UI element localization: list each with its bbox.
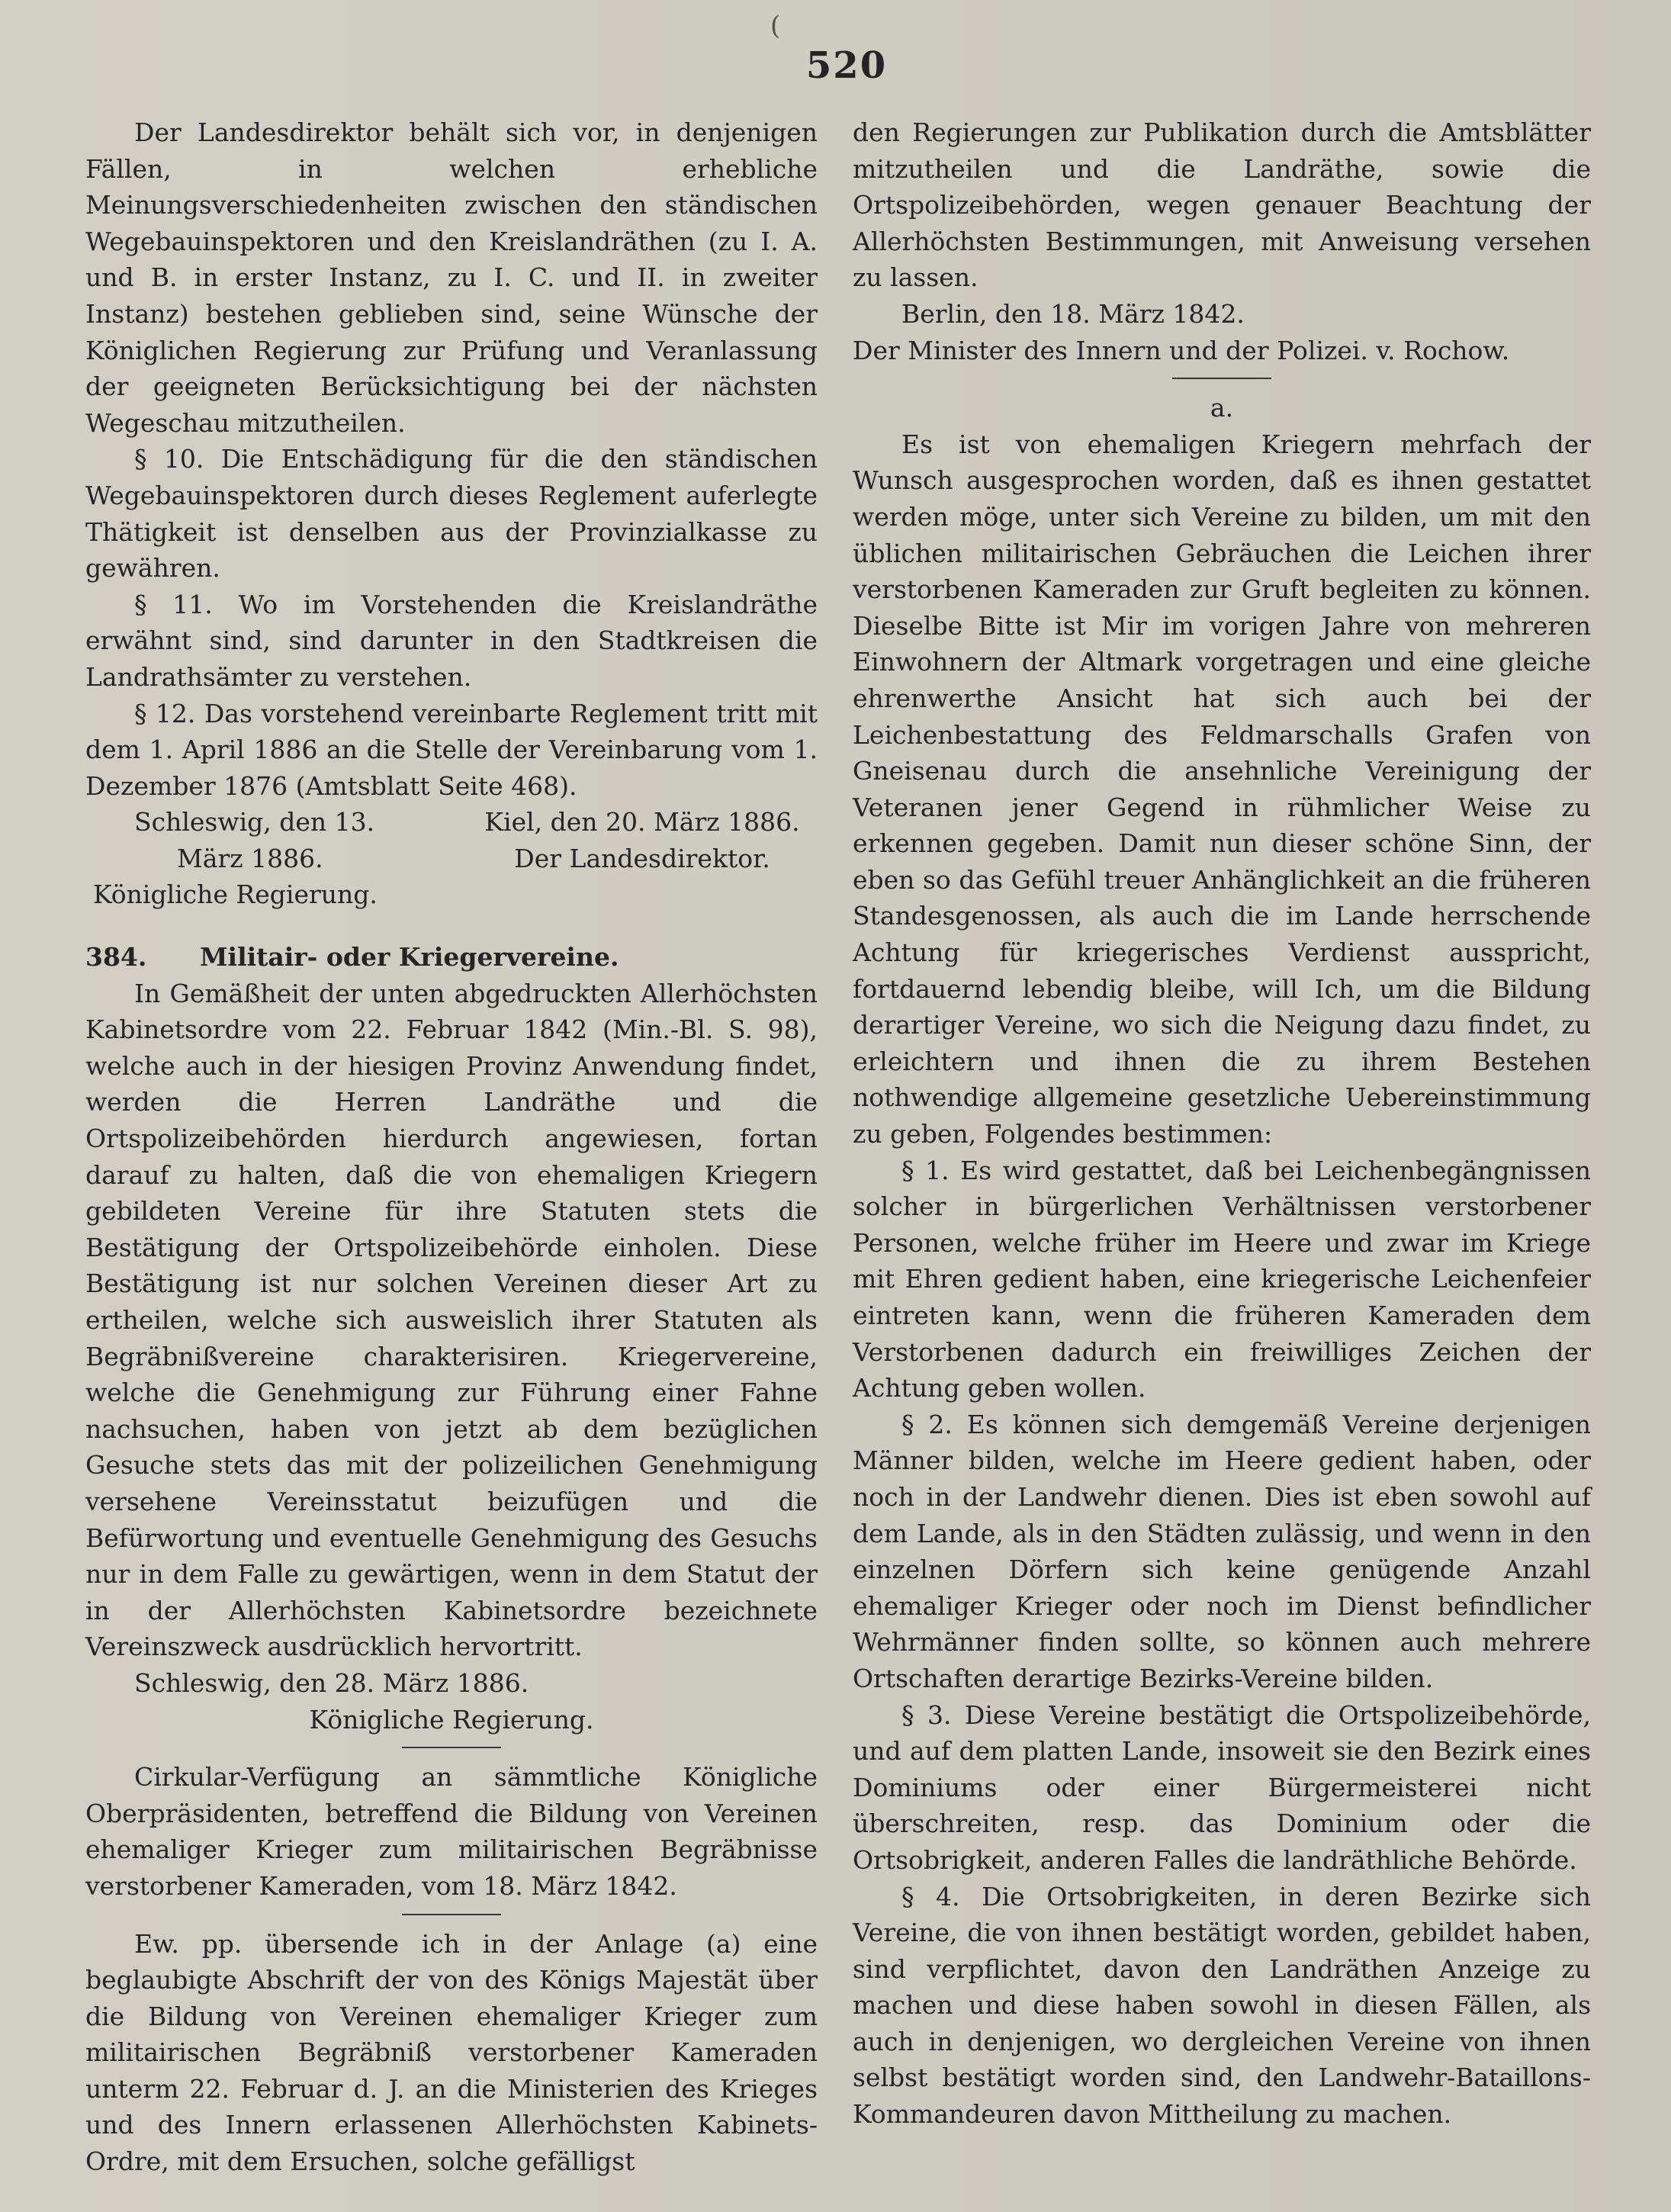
divider: [402, 1747, 501, 1748]
paragraph-section-1: § 1. Es wird gestattet, daß bei Leichenbegängnissen solcher in bürgerlichen Verhältnissen verstorbener Personen, welche früher im Heere und zwar im Kriege mit Ehren gedient haben, eine kriegerische Leichenfeier eintreten kann, wenn die früheren Kameraden dem Verstorbenen dadurch ein freiwilliges Zeichen der Achtung geben wollen.: [853, 1155, 1591, 1403]
signature-block-1: [85, 804, 818, 913]
page-number: 520: [805, 44, 888, 87]
signature-minister: Der Minister des Innern und der Polizei. v. Rochow.: [853, 335, 1510, 365]
signature-place-date-right: Kiel, den 20. März 1886.: [484, 807, 800, 838]
signature-authority-right: Der Landesdirektor.: [514, 843, 770, 873]
paragraph-circular-body: Ew. pp. übersende ich in der Anlage (a) eine beglaubigte Abschrift der von des Königs Majestät über die Bildung von Vereinen ehemaliger Krieger zum militairischen Begräbniß verstorbener Kameraden unterm 22. Februar d. J. an die Ministerien des Krieges und des Innern erlassenen Allerhöchsten Kabinets-Ordre, mit dem Ersuchen, solche gefälligst: [85, 1928, 818, 2177]
section-heading: [85, 939, 818, 976]
signature-berlin-date: Berlin, den 18. März 1842.: [901, 298, 1245, 329]
paragraph-section-4: § 4. Die Ortsobrigkeiten, in deren Bezirke sich Vereine, die von ihnen bestätigt worden, gebildet haben, sind verpflichtet, davon den Landräthen Anzeige zu machen und diese haben sowohl in diesen Fällen, als auch in denjenigen, wo dergleichen Vereine von ihnen selbst bestätigt worden sind, den Landwehr-Bataillons-Kommandeuren davon Mittheilung zu machen.: [853, 1881, 1591, 2130]
item-title: Militair- oder Kriegervereine.: [200, 942, 619, 973]
paragraph-item-384: In Gemäßheit der unten abgedruckten Allerhöchsten Kabinetsordre vom 22. Februar 1842 (Min.-Bl. S. 98), welche auch in der hiesigen Provinz Anwendung findet, werden die Herren Landräthe und die Ortspolizeibehörden hierdurch angewiesen, fortan darauf zu halten, daß die von ehemaligen Kriegern gebildeten Vereine für ihre Statuten stets die Bestätigung der Ortspolizeibehörde einholen. Diese Bestätigung ist nur solchen Vereinen dieser Art zu ertheilen, welche sich ausweislich ihrer Statuten als Begräbnißvereine charakterisiren. Kriegervereine, welche die Genehmigung zur Führung einer Fahne nachsuchen, haben von jetzt ab dem bezüglichen Gesuche stets das mit der polizeilichen Genehmigung versehene Vereinsstatut beizufügen und die Befürwortung und eventuelle Genehmigung des Gesuchs nur in dem Falle zu gewärtigen, wenn in dem Statut der in der Allerhöchsten Kabinetsordre bezeichnete Vereinszweck ausdrücklich hervortritt.: [85, 978, 818, 1662]
item-number: 384.: [85, 942, 147, 973]
margin-mark: (: [770, 11, 781, 41]
left-column: [85, 114, 818, 2180]
paragraph-section-12: § 12. Das vorstehend vereinbarte Reglement tritt mit dem 1. April 1886 an die Stelle der Vereinbarung vom 1. Dezember 1876 (Amtsblatt Seite 468).: [85, 698, 818, 801]
signature-place-date: Schleswig, den 28. März 1886.: [134, 1667, 529, 1698]
divider: [402, 1914, 501, 1915]
paragraph-section-2: § 2. Es können sich demgemäß Vereine derjenigen Männer bilden, welche im Heere gedient haben, oder noch in der Landwehr dienen. Dies ist eben sowohl auf dem Lande, als in den Städten zulässig, und wenn in den einzelnen Dörfern sich keine genügende Anzahl ehemaliger Krieger oder noch im Dienst befindlicher Wehrmänner finden sollte, so können auch mehrere Ortschaften derartige Bezirks-Vereine bilden.: [853, 1409, 1591, 1693]
divider: [1172, 378, 1271, 379]
annex-label: a.: [1210, 393, 1234, 423]
paragraph-continuation: den Regierungen zur Publikation durch die Amtsblätter mitzutheilen und die Landräthe, sowie die Ortspolizeibehörden, wegen genauer Beachtung der Allerhöchsten Bestimmungen, mit Anweisung versehen zu lassen.: [853, 117, 1591, 293]
paragraph-section-11: § 11. Wo im Vorstehenden die Kreislandräthe erwähnt sind, sind darunter in den Stadtkreisen die Landrathsämter zu verstehen.: [85, 589, 818, 692]
signature-month-left: März 1886.: [177, 843, 323, 873]
signature-place-date-left: Schleswig, den 13.: [134, 807, 375, 838]
circular-title: Cirkular-Verfügung an sämmtliche Königliche Oberpräsidenten, betreffend die Bildung von Vereinen ehemaliger Krieger zum militairischen Begräbnisse verstorbener Kameraden, vom 18. März 1842.: [85, 1762, 818, 1901]
paragraph-annex-a: Es ist von ehemaligen Kriegern mehrfach der Wunsch ausgesprochen worden, daß es ihnen gestattet werden möge, unter sich Vereine zu bilden, um mit den üblichen militairischen Gebräuchen die Leichen ihrer verstorbenen Kameraden zur Gruft begleiten zu können. Dieselbe Bitte ist Mir im vorigen Jahre von mehreren Einwohnern der Altmark vorgetragen und eine gleiche ehrenwerthe Ansicht hat sich auch bei der Leichenbestattung des Feldmarschalls Grafen von Gneisenau durch die ansehnliche Vereinigung der Veteranen jener Gegend in rühmlicher Weise zu erkennen gegeben. Damit nun dieser schöne Sinn, der eben so das Gefühl treuer Anhänglichkeit an die früheren Standesgenossen, als auch die im Lande herrschende Achtung für kriegerisches Verdienst ausspricht, fortdauernd lebendig bleibe, will Ich, um die Bildung derartiger Vereine, wo sich die Neigung dazu findet, zu erleichtern und ihnen die zu ihrem Bestehen nothwendige allgemeine gesetzliche Uebereinstimmung zu geben, Folgendes bestimmen:: [853, 429, 1591, 1149]
paragraph-section-10: § 10. Die Entschädigung für die den ständischen Wegebauinspektoren durch dieses Reglement auferlegte Thätigkeit ist denselben aus der Provinzialkasse zu gewähren.: [85, 444, 818, 584]
signature-authority-left: Königliche Regierung.: [93, 879, 378, 910]
right-column: [853, 114, 1591, 2133]
signature-authority: Königliche Regierung.: [309, 1704, 594, 1735]
paragraph-section-3: § 3. Diese Vereine bestätigt die Ortspolizeibehörde, und auf dem platten Lande, insoweit sie den Bezirk eines Dominiums oder einer Bürgermeisterei nicht überschreiten, resp. das Dominium oder die Ortsobrigkeit, anderen Falles die landräthliche Behörde.: [853, 1699, 1591, 1875]
paragraph-landesdirektor: Der Landesdirektor behält sich vor, in denjenigen Fällen, in welchen erhebliche Meinungsverschiedenheiten zwischen den ständischen Wegebauinspektoren und den Kreislandräthen (zu I. A. und B. in erster Instanz, zu I. C. und II. in zweiter Instanz) bestehen geblieben sind, seine Wünsche der Königlichen Regierung zur Prüfung und Veranlassung der geeigneten Berücksichtigung bei der nächsten Wegeschau mitzutheilen.: [85, 117, 818, 438]
